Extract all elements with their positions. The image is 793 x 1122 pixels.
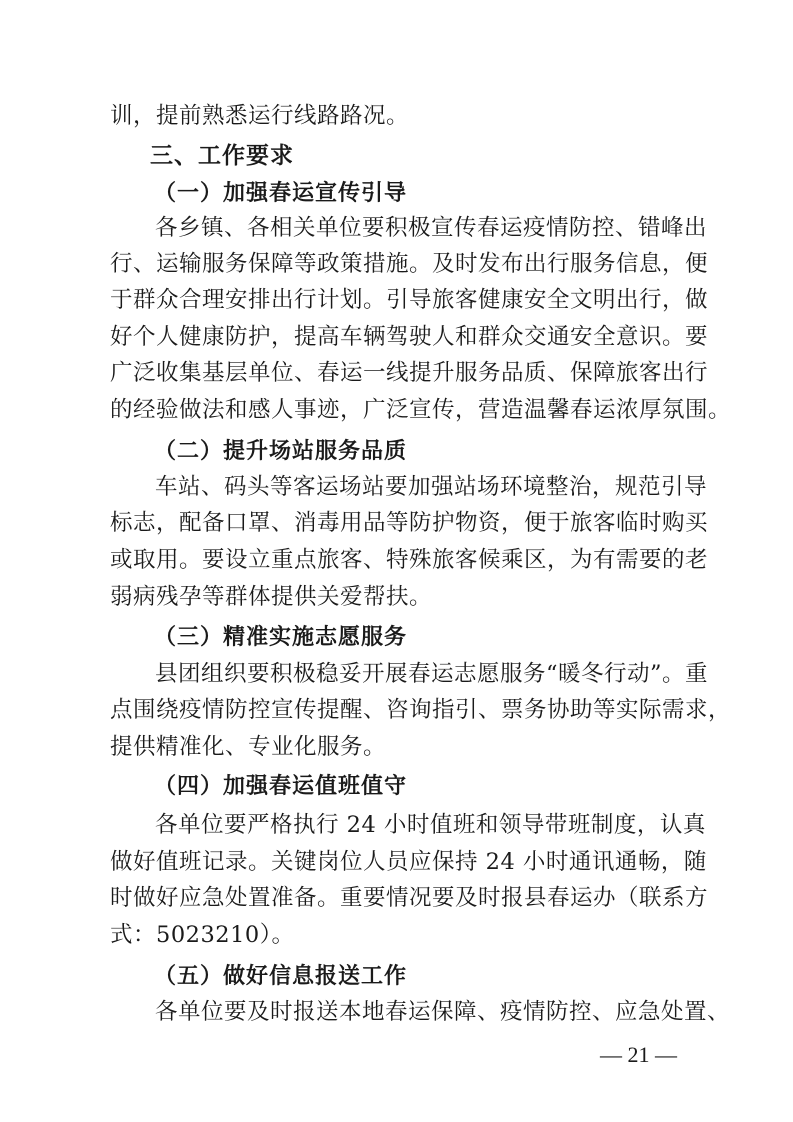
body-line: 的经验做法和感人事迹，广泛宣传，营造温馨春运浓厚氛围。 [110, 397, 732, 423]
section-heading: 三、工作要求 [150, 143, 294, 169]
page-number: — 21 — [600, 1042, 677, 1067]
subsection-heading: （五）做好信息报送工作 [154, 963, 408, 989]
body-line: 于群众合理安排出行计划。引导旅客健康安全文明出行，做 [110, 287, 709, 313]
body-line: 各乡镇、各相关单位要积极宣传春运疫情防控、错峰出 [155, 215, 708, 241]
body-line: 各单位要严格执行 24 小时值班和领导带班制度，认真 [155, 812, 706, 838]
subsection-heading: （三）精准实施志愿服务 [154, 624, 408, 650]
body-line: 点围绕疫情防控宣传提醒、咨询指引、票务协助等实际需求， [110, 697, 732, 723]
body-line: 弱病残孕等群体提供关爱帮扶。 [110, 584, 433, 610]
subsection-heading: （一）加强春运宣传引导 [154, 180, 408, 206]
subsection-heading: （四）加强春运值班值守 [154, 773, 408, 799]
body-line: 标志，配备口罩、消毒用品等防护物资，便于旅客临时购买 [110, 510, 709, 536]
body-line: 车站、码头等客运场站要加强站场环境整治，规范引导 [155, 474, 708, 500]
body-line: 县团组织要积极稳妥开展春运志愿服务“暖冬行动”。重 [155, 661, 709, 687]
body-line: 式：5023210）。 [110, 922, 295, 948]
body-line: 做好值班记录。关键岗位人员应保持 24 小时通讯通畅，随 [110, 849, 707, 875]
subsection-heading: （二）提升场站服务品质 [154, 438, 408, 464]
body-line: 广泛收集基层单位、春运一线提升服务品质、保障旅客出行 [110, 360, 709, 386]
body-line: 好个人健康防护，提高车辆驾驶人和群众交通安全意识。要 [110, 324, 709, 350]
body-line: 各单位要及时报送本地春运保障、疫情防控、应急处置、 [155, 999, 731, 1025]
body-line: 提供精准化、专业化服务。 [110, 734, 387, 760]
body-line: 训，提前熟悉运行线路路况。 [110, 103, 410, 129]
body-line: 时做好应急处置准备。重要情况要及时报县春运办（联系方 [110, 885, 709, 911]
body-line: 或取用。要设立重点旅客、特殊旅客候乘区，为有需要的老 [110, 547, 709, 573]
body-line: 行、运输服务保障等政策措施。及时发布出行服务信息，便 [110, 251, 709, 277]
